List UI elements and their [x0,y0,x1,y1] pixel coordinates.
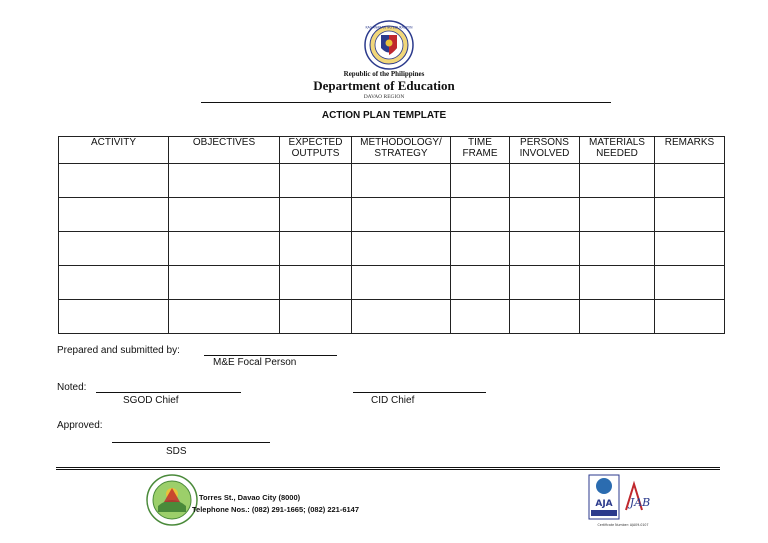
table-cell[interactable] [280,232,352,266]
column-header-line: TIME [468,137,492,148]
table-cell[interactable] [280,266,352,300]
table-cell[interactable] [451,266,510,300]
svg-text:AJA: AJA [595,499,613,509]
sgod-role: SGOD Chief [123,395,179,406]
column-header-line: OUTPUTS [291,148,340,159]
table-row [59,232,725,266]
document-title: ACTION PLAN TEMPLATE [321,110,447,121]
sds-role: SDS [166,446,187,457]
column-header-line: PERSONS [520,137,569,148]
table-cell[interactable] [510,198,580,232]
davao-region-logo [146,474,198,526]
header-divider [201,102,611,103]
table-cell[interactable] [352,266,451,300]
column-header-line: ACTIVITY [90,137,136,148]
table-row [59,266,725,300]
table-cell[interactable] [510,266,580,300]
certification-logos [588,474,658,528]
column-header [510,137,580,164]
column-header [280,137,352,164]
table-cell[interactable] [352,232,451,266]
table-cell[interactable] [655,266,725,300]
table-cell[interactable] [510,300,580,334]
table-cell[interactable] [280,198,352,232]
table-cell[interactable] [59,266,169,300]
table-cell[interactable] [169,232,280,266]
table-cell[interactable] [169,164,280,198]
table-row [59,164,725,198]
column-header-line: OBJECTIVES [192,137,256,148]
cid-signature-line [353,392,486,393]
table-cell[interactable] [580,232,655,266]
action-plan-table [58,136,725,334]
column-header-line: METHODOLOGY/ [360,137,442,148]
column-header [655,137,725,164]
table-cell[interactable] [280,300,352,334]
table-cell[interactable] [580,198,655,232]
table-cell[interactable] [59,198,169,232]
table-cell[interactable] [59,232,169,266]
table-cell[interactable] [59,300,169,334]
table-cell[interactable] [580,300,655,334]
prepared-label: Prepared and submitted by: [57,345,180,356]
column-header [352,137,451,164]
table-cell[interactable] [352,300,451,334]
table-cell[interactable] [169,300,280,334]
table-cell[interactable] [280,164,352,198]
region-label: DAVAO REGION [363,94,405,100]
table-cell[interactable] [655,232,725,266]
republic-label: Republic of the Philippines [343,70,425,78]
table-cell[interactable] [655,198,725,232]
noted-label: Noted: [57,382,87,393]
column-header-line: MATERIALS [589,137,645,148]
table-cell[interactable] [59,164,169,198]
table-cell[interactable] [169,266,280,300]
table-cell[interactable] [451,232,510,266]
sgod-signature-line [96,392,241,393]
table-cell[interactable] [655,300,725,334]
footer-divider [56,467,720,468]
column-header-line: INVOLVED [519,148,570,159]
column-header [59,137,169,164]
table-row [59,198,725,232]
table-cell[interactable] [580,266,655,300]
column-header-line: NEEDED [596,148,638,159]
approved-label: Approved: [57,420,103,431]
svg-text:JAB: JAB [629,496,651,509]
table-cell[interactable] [451,300,510,334]
prepared-signature-line [204,355,337,356]
table-cell[interactable] [169,198,280,232]
cid-role: CID Chief [371,395,415,406]
column-header-line: REMARKS [664,137,715,148]
deped-seal [364,20,414,70]
table-cell[interactable] [580,164,655,198]
footer-divider-secondary [56,469,720,470]
table-cell[interactable] [510,164,580,198]
table-cell[interactable] [655,164,725,198]
table-cell[interactable] [451,164,510,198]
svg-text:Certificate Number: AJA09-0107: Certificate Number: AJA09-0107 [597,523,649,527]
column-header-line: STRATEGY [374,148,428,159]
prepared-role: M&E Focal Person [213,357,297,368]
svg-text:KAGAWARAN NG EDUKASYON: KAGAWARAN NG EDUKASYON [365,25,413,30]
table-cell[interactable] [451,198,510,232]
footer-address: Torres St., Davao City (8000) [199,493,301,502]
table-cell[interactable] [352,198,451,232]
table-cell[interactable] [352,164,451,198]
table-header-row [59,137,725,164]
footer-telephone: Telephone Nos.: (082) 291-1665; (082) 221-6147 [192,505,360,514]
column-header [451,137,510,164]
table-row [59,300,725,334]
department-name: Department of Education [313,78,455,93]
column-header-line: FRAME [462,148,498,159]
column-header-line: EXPECTED [288,137,343,148]
sds-signature-line [112,442,270,443]
column-header [580,137,655,164]
column-header [169,137,280,164]
table-cell[interactable] [510,232,580,266]
